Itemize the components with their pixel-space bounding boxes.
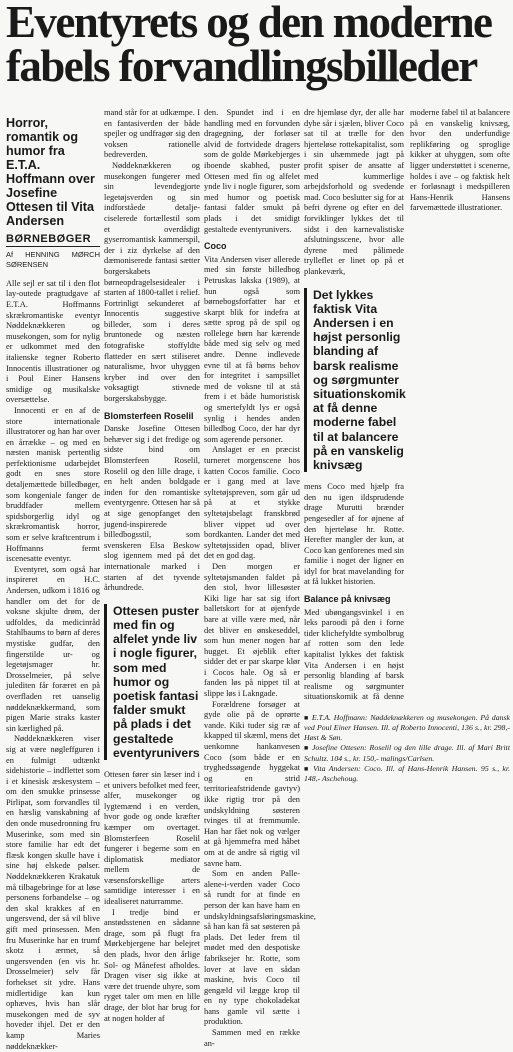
paragraph: Ottesen fører sin læser ind i et univers befolket med feer, alfer, musekonger og lygtemænd i en verden, hvor gode og onde kræfter kæmper om overtaget. Blomsterfeen Roselil fungerer i begerne som en diplomatisk mediator mellem de væsensforskellige arters samtidige interesser i en idealiseret naturramme. (104, 769, 200, 907)
paragraph: Med ubøngangsvinkel i en leks paroodi på den i forne tider klichefyldte symbolbrug af rotten som den lede kapitalist lykkes det faktisk Vita Andersen i en højst personlig blanding af barsk realisme og sørgmunter situationskomik at få denne moderne fabel til at balancere på en vanskelig knivsæg, hvor den underfundige replikføring og sproglige kikker at uhyggen, som ofte ligger understøttet i scenerne, holdes i ave – og faktisk helt er forløsnagt i medspilleren Hans-Henrik Hansens farvemættede illustrationer. (304, 108, 510, 702)
subhead-roselil: Blomsterfeen Roselil (104, 410, 194, 421)
bullet: ■ (304, 765, 310, 774)
paragraph: Danske Josefine Ottesen behæver sig i det fredige og sidste bind om Blomsterfeen Roselil, Roselil og den lille drage, i en helt anden boldgade inden for den romantiske eventyrgenre. Ottesen har så at sige genopfanget den jugend-inspirerede billedbogsstil, som svenskeren Elsa Beskow slog igennem med på det internationale marked i starten af det tyvende århundrede. (104, 424, 200, 593)
paragraph: Innocenti er en af de store internationale illustratorer og han har over en årrække – og med en næsten manisk pertentlig perfektionisme udarbejdet godt en snes store detaljemættede billedbøger, som kongeniale fanger de bruddfader mellem spidsborgerlig idyl og skrækromantisk horror, som er selve kraftcentrum i Hoffmanns fermt iscenesatte eventyr. (6, 405, 100, 564)
paragraph: Nøddeknækkeren viser sig at være nøgleffguren i en fulmigt udtænkt sidehistorie – indflettet som i et kinesisk æskesystem – om den smukke prinsesse Pirlipat, som forvandles til en hæslig vanskabning af den onde musedronning fru Muserinke, som med sin store familie har edt det flæsk kongen skulle have i sine høj elskede pølser. Nøddeknækkeren Krakatuk må tilbagebringe for at løse personens forbandelse – og den skal krakkes af en ungersvend, der så vil blive gift med prinsessen. Men fru Muserinke har en trumf skotz i ærmet, så ungersvenden (en vis hr. Drosselmeier) selv får forhekset sit ydre. Hans midlertidige kan kun ophæves, hvis han slår musekongen med de syv hoveder ihjel. Det er den kamp Maries nøddeknækker- (6, 734, 100, 1051)
paragraph: Alle sejl er sat til i den flot lay-outede pragtudgave af E.T.A. Hoffmanns skrækromantiske eventyr Nøddeknækkeren og musekongen, som for nylig er udkommet med den italienske tegner Roberto Innocentis illustrationer og i Poul Einer Hansens smidige og musikalske oversættelse. (6, 278, 100, 405)
headline (6, 0, 511, 91)
paragraph: Anslaget er en præcist turneret morgenscene hos katten Cocos familie. Coco er i gang med at lave syltetøjspreven, som går ud på at et stykke syltetøjsbelagt franskbrød bliver vippet ud over bordkanten. Lander det med syltetøjssiden opad, bliver det en god dag. (204, 445, 300, 561)
headline-line-2: fabels forvandlingsbilleder (6, 41, 477, 91)
bullet: ■ (304, 714, 310, 722)
column-3 (204, 108, 316, 1049)
byline: Af HENNING MØRCH SØRENSEN (6, 249, 100, 270)
subhead-balance: Balance på knivsæg (304, 594, 391, 605)
reference-entry: ■ E.T.A. Hoffmann: Nøddeknækkeren og musekongen. På dansk ved Poul Einer Hansen. Ill. af Roberto Innocenti, 136 s., kr. 298,- Høst & Søn. (304, 713, 510, 742)
paragraph: Sammen med en række an- (204, 1028, 300, 1048)
paragraph: Den morgen er syltetøjsmanden faldet på den stol, hvor lillesøster Kiki lige har sat sig ifort balletskort for at øjenfyde bare at ville være med, når det bliver en ønskeseddel, som hun mener nogen har hugget. Et øjeblik efter sidder det er par skarpe klør i Cocos hale. Og så er fanden løs på nippet til at slippe løs i Lakngade. (204, 561, 300, 699)
paragraph: mens Coco med hjælp fra den nu igen ildsprudende drage Murutti brænder pengesedler af for øjnene af den hjerteløse hr. Rotte. Herefter mangler der kun, at Coco kan genforenes med sin familie i noget der ligner en idyl for brat mavelanding for at få lukket historien. (304, 482, 404, 587)
column-2 (104, 108, 200, 1024)
paragraph: den. Spundet ind i en handling med en forvunden dragegning, der forløser alvid de fortvidede dragers som de golde Mørkebjerges iboende skabhed, puster Ottesen med fin og alfelet ynde liv i nogle figurer, som med humor og poetisk fantasi falder smukt på plads i det smidigt gestaltede eventyrunivers. (204, 108, 300, 234)
paragraph: Som en anden Palle-alene-i-verden vader Coco så rundt for at finde en person der kan have ham en undskyldningsafsløringsmaskine, så han kan få sat søsteren på plads. Det leder frem til mødet med den despotiske fabriksejer hr. Rotte, som lover at lave en sådan maskine, hvis Coco til gengæld vil lægge krop til en ny type chokoladekat hans gamle vil sætte i produktion. (204, 869, 316, 1027)
column-5-references (304, 712, 510, 784)
pull-quote-ottesen: Ottesen puster med fin og alfelet ynde liv i nogle figurer, som med humor og poetisk fantasi falder smukt på plads i det gestaltede eventyrunivers (104, 604, 200, 760)
paragraph: Vita Andersen viser allerede med sin første billedbog Petruskas lakska (1989), at hun også som børnebogsforfatter har et skarpt blik for indefra at sætte sprog på de spil og rollelege børn har kærende både med sig selv og med andre. Denne indlevede evne til at få børns behov for integritet i sampsillet med de voksne til at stå frem i et både humoristisk og smertefyldt lys er også synlig i hendes anden billedbog Coco, der har dyr som agerende personer. (204, 254, 300, 444)
paragraph: Forældrene forsøger at gyde olie på de oprørte vande. Kiki tuder sig ræ af kkapped til skæml, mens det uenkomne hankanvesen Coco (som både er en tryghedssøgende hyggekat og en strid territorieafstridende gavtyv) ikke rigtig tror på den undskyldning søsteren tvinges til at fremmumle. Han har fået nok og vælger at gå hjemmefra med håbet om at de andre så rigtig vil savne ham. (204, 699, 300, 868)
reference-entry: ■ Vita Andersen: Coco. Ill. af Hans-Henrik Hansen. 95 s., kr. 148,- Aschehoug. (304, 764, 510, 784)
headline-line-1: Eventyrets og den moderne (6, 0, 492, 47)
paragraph: dre hjemløse dyr, der alle har dybe sår i sjælen, bliver Coco sat til at trælle for den hjerteløse rottekapitalist, som i sin uhæmmede jagt på profit spiser de ansatte af med kummerlige arbejdsforhold og svedende mad. Coco beslutter sig for at befri dyrene og efter en del forviklinger lykkes det til sidst i den karnevalistiske afslutningsscene, hvor alle dyrene med pålimede trylleflet er linet op på et plankeværk, (304, 108, 404, 276)
subhead-coco: Coco (204, 241, 227, 252)
column-1 (6, 116, 100, 1052)
paragraph: Eventyret, som også har inspireret en H.C. Andersen, udkom i 1816 og handler om det for de voksne skjulte drøm, der udfoldes, da medicinråd Stahlbaums to børn af deres mystiske gudfar, den fingerstilde ur- og legetøjsmager hr. Drosselmeier, på selve julediten får foræret en på overfladen ret uanselig nøddeknækkermand, som pigen Marie straks kaster sin kærlighed på. (6, 564, 100, 733)
section-label: BØRNEBØGER (6, 234, 100, 247)
paragraph: Nøddeknækkeren og musekongen fungerer med sin levendegjorte legetøjsverden og sin indforståede detalje-ciselerede fortællestil som et overdådigt gyserromantisk kammerspil, der i ziz dyrkelse af den dæmoniserede fantasi sætter borgerskabets børneopdragelsesidealer i starten af 1800-tallet i relief. Fortrinligt sekunderet af Innocentis suggestive billeder, som i deres bruntonede og næsten fotografiske stoffyldte flatteder en sært stiliseret naturalisme, hvor uhyggen kryber ind over den voksagtigt stivnede borgerskabsbygge. (104, 160, 200, 404)
column-4 (304, 108, 510, 708)
paragraph: mand står for at udkæmpe. I en fantasiverden der både spejler og undfragør sig den voksen rationelle bedreverden. (104, 108, 200, 160)
deck: Horror, romantik og humor fra E.T.A. Hoffmann over Josefine Ottesen til Vita Andersen (6, 116, 95, 228)
reference-entry: ■ Josefine Ottesen: Roselil og den lille drage. Ill. af Mari Britt Schultz. 104 s., kr. 150,- malings/Carlsen. (304, 743, 510, 763)
paragraph: I tredje bind er anstødsstenen en sådanne drage, som på flugt fra Mørkebjergene har belejret den plads, hvor den årlige Sol- og Månefest afholdes. Dragen viser sig ikke at være det truende uhyre, som ryget taler om men en lille drage, der blot har brug for at nogen holder af (104, 907, 200, 1023)
bullet: ■ (304, 744, 310, 753)
pull-quote-andersen: Det lykkes faktisk Vita Andersen i en højst personlig blanding af barsk realisme og sørgmunter situationskomik at få denne moderne fabel til at balancere på en vanskelig knivsæg (304, 288, 404, 473)
